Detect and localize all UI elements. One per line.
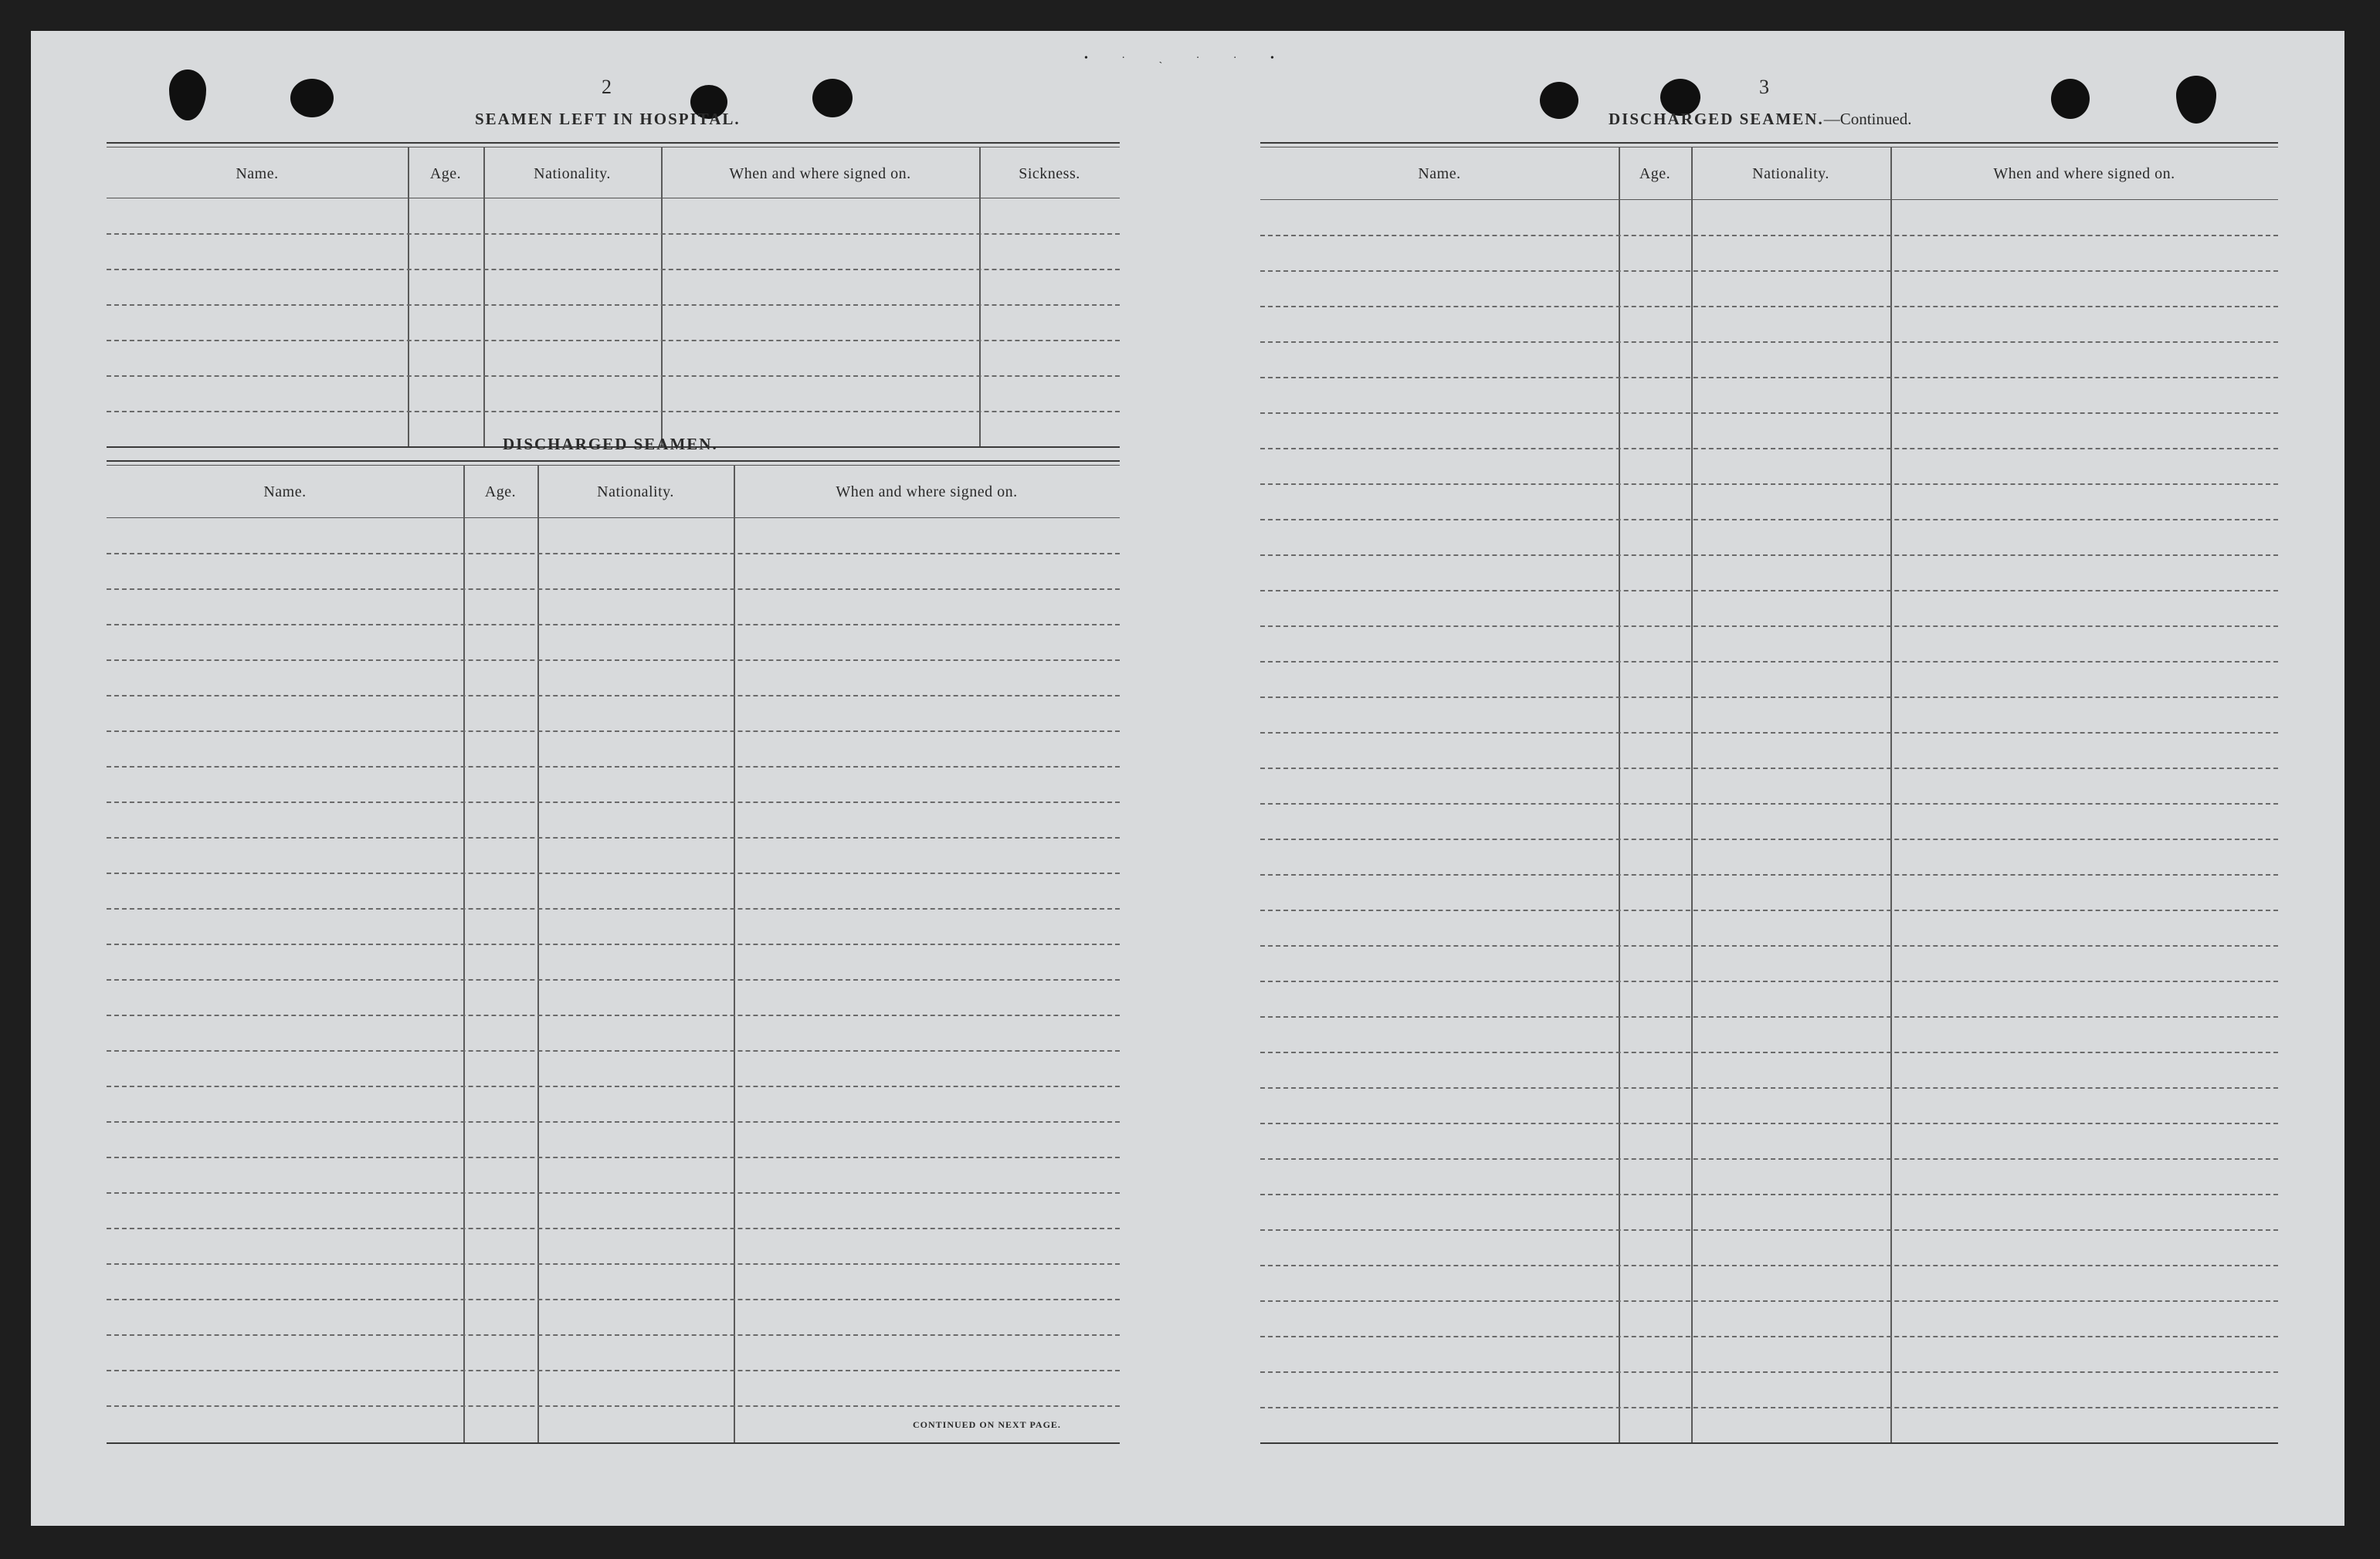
discharged-section-title: DISCHARGED SEAMEN. (503, 435, 718, 453)
entry-line (1260, 377, 2278, 378)
entry-line (107, 979, 1120, 981)
entry-line (1260, 1194, 2278, 1195)
entry-line (1260, 1407, 2278, 1408)
entry-line (1260, 1265, 2278, 1266)
column-header-name: Name. (1418, 165, 1461, 182)
ledger-sheet (31, 31, 2344, 1526)
column-header-name: Name. (263, 483, 307, 500)
column-divider (483, 147, 485, 446)
entry-line (1260, 839, 2278, 840)
entry-line (1260, 1371, 2278, 1373)
punch-hole (169, 69, 206, 120)
entry-line (1260, 910, 2278, 911)
column-divider (408, 147, 409, 446)
entry-line (107, 1157, 1120, 1158)
punch-hole (2051, 79, 2090, 119)
hospital-section-title: SEAMEN LEFT IN HOSPITAL. (475, 110, 741, 128)
entry-line (1260, 732, 2278, 734)
page-number-left: 2 (602, 76, 612, 98)
entry-line (1260, 625, 2278, 627)
entry-line (107, 1228, 1120, 1229)
entry-line (1260, 1158, 2278, 1160)
entry-line (107, 1121, 1120, 1123)
entry-line (107, 908, 1120, 910)
entry-line (107, 1405, 1120, 1407)
entry-line (1260, 1087, 2278, 1089)
entry-line (1260, 448, 2278, 449)
entry-line (1260, 590, 2278, 591)
column-divider (537, 465, 539, 1442)
punch-hole (812, 79, 853, 117)
entry-line (107, 873, 1120, 874)
entry-line (107, 624, 1120, 625)
entry-line (1260, 235, 2278, 236)
entry-line (107, 1299, 1120, 1300)
table-rule (107, 517, 1120, 518)
page-number-right: 3 (1759, 76, 1770, 98)
entry-line (1260, 341, 2278, 343)
column-divider (661, 147, 663, 446)
entry-line (107, 233, 1120, 235)
entry-line (107, 375, 1120, 377)
table-rule (1260, 1442, 2278, 1444)
entry-line (107, 837, 1120, 839)
entry-line (1260, 1336, 2278, 1337)
entry-line (107, 1015, 1120, 1016)
entry-line (1260, 306, 2278, 307)
discharged-continued-title-suffix: —Continued. (1823, 110, 1912, 128)
discharged-table-left (107, 460, 1120, 1447)
continued-note: CONTINUED ON NEXT PAGE. (913, 1419, 1061, 1430)
entry-line (1260, 696, 2278, 698)
entry-line (1260, 1229, 2278, 1231)
entry-line (1260, 874, 2278, 876)
entry-line (1260, 270, 2278, 272)
column-divider (463, 465, 465, 1442)
punch-hole (2176, 76, 2216, 124)
column-header-nationality: Nationality. (597, 483, 674, 500)
hospital-table (107, 142, 1120, 449)
entry-line (1260, 1052, 2278, 1053)
entry-line (107, 802, 1120, 803)
entry-line (107, 411, 1120, 412)
table-rule (1260, 142, 2278, 144)
column-header-signed-on: When and where signed on. (729, 165, 911, 182)
entry-line (1260, 1123, 2278, 1124)
column-header-sickness: Sickness. (1019, 165, 1080, 182)
entry-line (1260, 768, 2278, 769)
table-rule (107, 460, 1120, 462)
entry-line (1260, 412, 2278, 414)
entry-line (1260, 803, 2278, 805)
entry-line (107, 1192, 1120, 1194)
entry-line (107, 553, 1120, 554)
punch-hole (1540, 82, 1578, 119)
entry-line (107, 340, 1120, 341)
entry-line (107, 269, 1120, 270)
column-header-age: Age. (484, 483, 517, 500)
entry-line (107, 659, 1120, 661)
entry-line (107, 730, 1120, 732)
column-divider (979, 147, 981, 446)
table-rule (107, 465, 1120, 466)
entry-line (107, 1263, 1120, 1265)
entry-line (1260, 1016, 2278, 1018)
entry-line (107, 766, 1120, 768)
column-header-signed-on: When and where signed on. (836, 483, 1018, 500)
entry-line (107, 1370, 1120, 1371)
discharged-continued-title-main: DISCHARGED SEAMEN. (1609, 110, 1824, 128)
entry-line (107, 695, 1120, 696)
entry-line (1260, 519, 2278, 520)
entry-line (107, 944, 1120, 945)
entry-line (107, 1334, 1120, 1336)
entry-line (1260, 554, 2278, 556)
table-rule (1260, 199, 2278, 200)
entry-line (1260, 483, 2278, 485)
entry-line (107, 304, 1120, 306)
column-header-nationality: Nationality. (534, 165, 611, 182)
entry-line (1260, 1300, 2278, 1302)
entry-line (1260, 981, 2278, 982)
entry-line (1260, 661, 2278, 663)
entry-line (107, 1050, 1120, 1052)
column-header-age: Age. (429, 165, 462, 182)
table-rule (107, 142, 1120, 144)
discharged-table-right (1260, 142, 2278, 1447)
entry-line (1260, 945, 2278, 947)
discharged-continued-title (1609, 110, 1911, 129)
scan-specks: • · ˎ · · • (1084, 53, 1290, 64)
column-header-name: Name. (236, 165, 279, 182)
entry-line (107, 588, 1120, 590)
column-header-signed-on: When and where signed on. (1993, 165, 2175, 182)
table-rule (107, 1442, 1120, 1444)
column-header-age: Age. (1639, 165, 1671, 182)
punch-hole (290, 79, 334, 117)
column-header-nationality: Nationality. (1752, 165, 1829, 182)
entry-line (107, 1086, 1120, 1087)
column-divider (734, 465, 735, 1442)
